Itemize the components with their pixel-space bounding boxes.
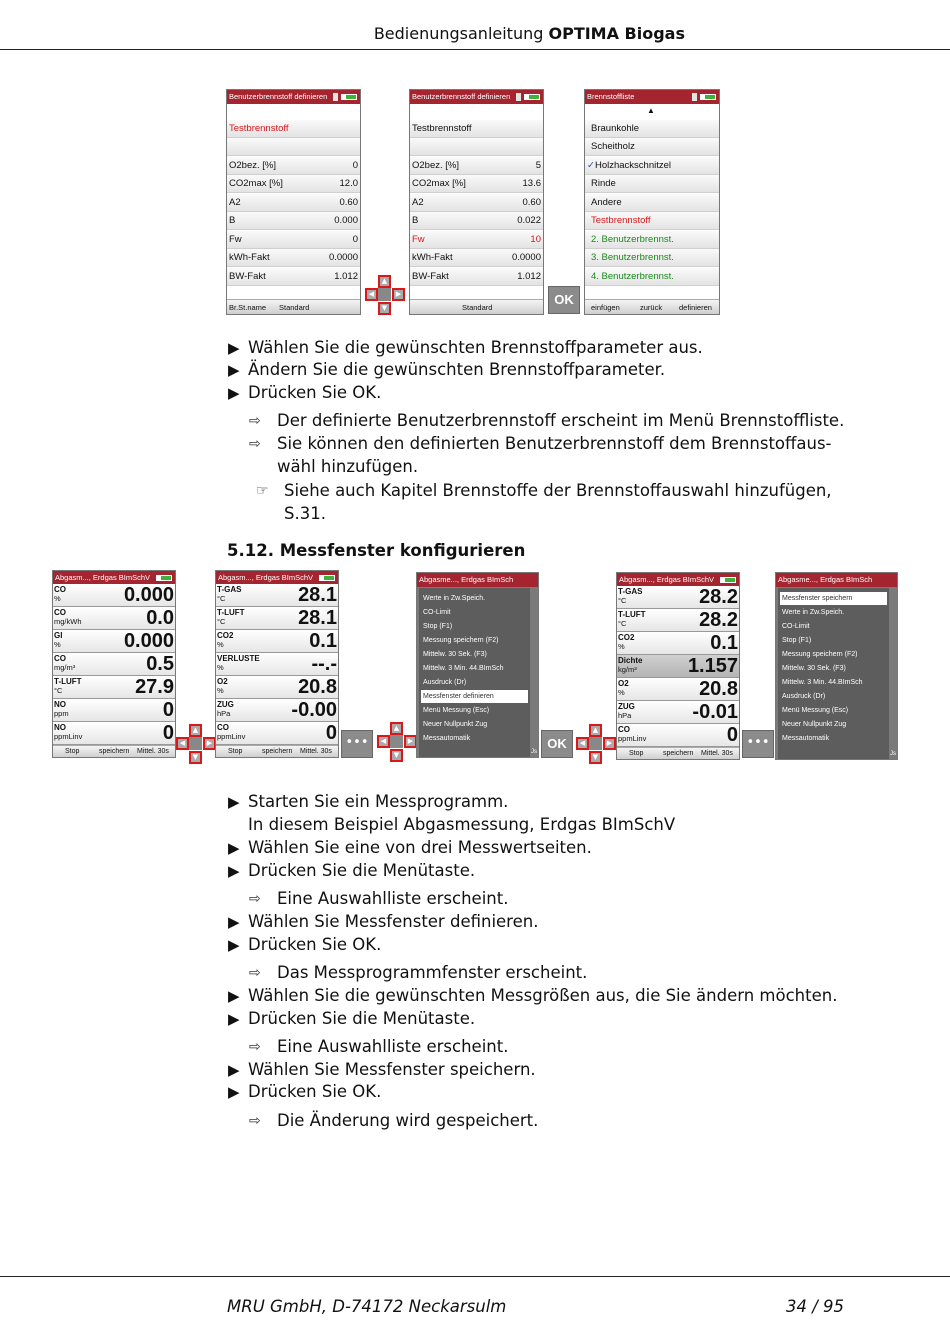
check-icon: ✓	[587, 160, 595, 171]
title-bar: Benutzerbrennstoff definieren	[410, 90, 543, 104]
dpad-keys[interactable]	[365, 275, 405, 315]
param-row[interactable]: A2 0.60	[410, 194, 543, 212]
fuel-list-screen	[584, 89, 720, 315]
action-marker-icon: ▶	[228, 1083, 240, 1101]
section-title: 5.12. Messfenster konfigurieren	[227, 541, 526, 560]
title-bar: Abgasme..., Erdgas BImSch	[417, 573, 538, 587]
reference-hand-icon: ☞	[256, 483, 269, 499]
menu-item[interactable]: Messautomatik	[782, 735, 830, 742]
title-bar: Abgasm..., Erdgas BImSchV	[53, 571, 175, 585]
title-bar: Abgasme..., Erdgas BImSch	[776, 573, 897, 587]
action-marker-icon: ▶	[228, 839, 240, 857]
up-arrow-icon[interactable]: ▲	[378, 275, 391, 288]
softkey-save[interactable]: speichern	[663, 750, 694, 757]
left-arrow-icon[interactable]: ◀	[176, 737, 189, 750]
title-bar: Abgasm..., Erdgas BImSchV	[617, 573, 739, 587]
param-row[interactable]: BW-Fakt 1.012	[410, 268, 543, 286]
result-text: Der definierte Benutzerbrennstoff erscheint im Menü Brennstoffliste.	[277, 411, 845, 430]
result-arrow-icon: ⇨	[249, 965, 261, 981]
fuel-list-item[interactable]: Braunkohle	[585, 120, 719, 138]
param-row[interactable]: Fw 0	[227, 231, 360, 249]
param-row-selected[interactable]: Fw 10	[410, 231, 543, 249]
dpad-keys[interactable]	[176, 724, 216, 764]
measurement-screen-2	[215, 570, 339, 758]
measurement-row[interactable]: O2 % 20.8	[217, 676, 337, 698]
step-text: Wählen Sie die gewünschten Messgrößen aus, die Sie ändern möchten.	[248, 986, 838, 1005]
right-arrow-icon[interactable]: ▶	[203, 737, 216, 750]
result-text: Die Änderung wird gespeichert.	[277, 1111, 539, 1130]
battery-icon	[341, 94, 357, 100]
measurement-row[interactable]: NO ppm 0	[54, 699, 174, 721]
param-row[interactable]: CO2max [%] 13.6	[410, 175, 543, 193]
action-marker-icon: ▶	[228, 793, 240, 811]
dpad-keys[interactable]	[377, 722, 417, 762]
step-text: Wählen Sie die gewünschten Brennstoffparameter aus.	[248, 338, 703, 357]
up-arrow-icon[interactable]: ▲	[189, 724, 202, 737]
left-arrow-icon[interactable]: ◀	[365, 288, 378, 301]
result-arrow-icon: ⇨	[249, 1039, 261, 1055]
param-row[interactable]: kWh-Fakt 0.0000	[410, 249, 543, 267]
softkey-standard[interactable]: Standard	[462, 303, 493, 312]
step-text: Starten Sie ein Messprogramm.	[248, 792, 509, 811]
softkey-save[interactable]: speichern	[262, 748, 293, 755]
page-number: 34 / 95	[786, 1297, 845, 1316]
softkey-back[interactable]: zurück	[640, 303, 663, 312]
title-bar: Brennstoffliste	[585, 90, 719, 104]
ok-button[interactable]: OK	[541, 730, 573, 758]
result-text: Eine Auswahlliste erscheint.	[277, 889, 509, 908]
softkey-stop[interactable]: Stop	[228, 748, 243, 755]
footer-company: MRU GmbH, D-74172 Neckarsulm	[227, 1297, 507, 1316]
step-text: Wählen Sie eine von drei Messwertseiten.	[248, 838, 592, 857]
measurement-row[interactable]: T-GAS °C 28.1	[217, 584, 337, 606]
down-arrow-icon[interactable]: ▼	[589, 751, 602, 764]
step-text: Ändern Sie die gewünschten Brennstoffparameter.	[248, 360, 666, 379]
fuel-list-item[interactable]: 2. Benutzerbrennst.	[585, 231, 719, 249]
fuel-define-screen-2	[409, 89, 544, 315]
result-text: Eine Auswahlliste erscheint.	[277, 1037, 509, 1056]
softkey-mean[interactable]: Mittel. 30s	[300, 748, 332, 755]
step-text: Drücken Sie OK.	[248, 1082, 382, 1101]
fuel-list-item[interactable]: ✓Holzhackschnitzel	[585, 157, 719, 175]
down-arrow-icon[interactable]: ▼	[378, 302, 391, 315]
softkey-bar	[585, 299, 719, 314]
fuel-list-item[interactable]: Scheitholz	[585, 138, 719, 156]
softkey-define[interactable]: definieren	[679, 303, 712, 312]
left-arrow-icon[interactable]: ◀	[576, 737, 589, 750]
right-arrow-icon[interactable]: ▶	[392, 288, 405, 301]
page-header	[374, 24, 685, 43]
up-arrow-icon[interactable]: ▲	[390, 722, 403, 735]
result-arrow-icon: ⇨	[249, 1113, 261, 1129]
menu-item[interactable]: Neuer Nullpunkt Zug	[782, 721, 847, 728]
measurement-row[interactable]: ZUG hPa -0.01	[618, 701, 738, 723]
param-row[interactable]: CO2max [%] 12.0	[227, 175, 360, 193]
result-arrow-icon: ⇨	[249, 891, 261, 907]
measurement-row[interactable]: NO ppmLinv 0	[54, 722, 174, 744]
action-marker-icon: ▶	[228, 936, 240, 954]
softkey-bar	[227, 299, 360, 314]
param-row[interactable]: B 0.000	[227, 212, 360, 230]
menu-item[interactable]: Werte in Zw.Speich.	[782, 609, 845, 616]
menu-item[interactable]: Mittelw. 30 Sek. (F3)	[423, 651, 487, 658]
softkey-bar	[410, 299, 543, 314]
menu-item-selected[interactable]: Messfenster speichern	[780, 592, 887, 605]
reference-text: S.31.	[284, 504, 326, 523]
softkey-bar	[53, 745, 175, 757]
softkey-stop[interactable]: Stop	[629, 750, 644, 757]
fuel-list-item[interactable]: 3. Benutzerbrennst.	[585, 249, 719, 267]
menu-item[interactable]: Mittelw. 3 Min. 44.BImSch	[423, 665, 504, 672]
fuel-list-item[interactable]: Rinde	[585, 175, 719, 193]
measurement-row[interactable]: O2 % 20.8	[618, 678, 738, 700]
measurement-row[interactable]: CO ppmLinv 0	[217, 722, 337, 744]
down-arrow-icon[interactable]: ▼	[189, 751, 202, 764]
measurement-row[interactable]: CO2 % 0.1	[618, 632, 738, 654]
measurement-row[interactable]: CO % 0.000	[54, 584, 174, 606]
down-arrow-icon[interactable]: ▼	[390, 749, 403, 762]
menu-key-icon[interactable]: •••	[341, 730, 373, 758]
scroll-up-icon: ▲	[647, 106, 655, 115]
menu-item[interactable]: Ausdruck (Dr)	[782, 693, 826, 700]
fuel-list-item[interactable]: 4. Benutzerbrennst.	[585, 268, 719, 286]
menu-item[interactable]: Mittelw. 30 Sek. (F3)	[782, 665, 846, 672]
left-arrow-icon[interactable]: ◀	[377, 735, 390, 748]
measurement-row[interactable]: VERLUSTE % --.-	[217, 653, 337, 675]
menu-item[interactable]: Menü Messung (Esc)	[782, 707, 849, 714]
softkey-bar	[216, 745, 338, 757]
menu-item[interactable]: CO-Limit	[782, 623, 810, 630]
measurement-row[interactable]: CO mg/kWh 0.0	[54, 607, 174, 629]
battery-icon	[319, 575, 335, 581]
selection-list	[778, 588, 889, 759]
selection-list	[419, 588, 530, 757]
measurement-row[interactable]: T-GAS °C 28.2	[618, 586, 738, 608]
result-text: wähl hinzufügen.	[277, 457, 419, 476]
measurement-row[interactable]: T-LUFT °C 27.9	[54, 676, 174, 698]
battery-icon	[720, 577, 736, 583]
softkey-name[interactable]: Br.St.name	[229, 303, 267, 312]
menu-item[interactable]: Mittelw. 3 Min. 44.BImSch	[782, 679, 863, 686]
title-bar: Benutzerbrennstoff definieren	[227, 90, 360, 104]
menu-item[interactable]: Neuer Nullpunkt Zug	[423, 721, 488, 728]
menu-key-icon[interactable]: •••	[742, 730, 774, 758]
result-arrow-icon: ⇨	[249, 413, 261, 429]
fuel-list-item[interactable]: Andere	[585, 194, 719, 212]
up-arrow-icon[interactable]: ▲	[589, 724, 602, 737]
softkey-stop[interactable]: Stop	[65, 748, 80, 755]
measurement-screen-1	[52, 570, 176, 758]
param-row[interactable]: O2bez. [%] 5	[410, 157, 543, 175]
menu-item[interactable]: Stop (F1)	[423, 623, 453, 630]
right-arrow-icon[interactable]: ▶	[603, 737, 616, 750]
step-text: Wählen Sie Messfenster definieren.	[248, 912, 539, 931]
fuel-list-item-selected[interactable]: Testbrennstoff	[585, 212, 719, 230]
param-row[interactable]: BW-Fakt 1.012	[227, 268, 360, 286]
menu-item-selected[interactable]: Messfenster definieren	[421, 690, 528, 703]
battery-icon	[700, 94, 716, 100]
softkey-insert[interactable]: einfügen	[591, 303, 620, 312]
battery-icon	[156, 575, 172, 581]
header-rule	[0, 49, 950, 50]
step-text: In diesem Beispiel Abgasmessung, Erdgas BImSchV	[248, 815, 676, 834]
action-marker-icon: ▶	[228, 1010, 240, 1028]
softkey-standard[interactable]: Standard	[279, 303, 310, 312]
param-row[interactable]: A2 0.60	[227, 194, 360, 212]
action-marker-icon: ▶	[228, 384, 240, 402]
menu-item[interactable]: Menü Messung (Esc)	[423, 707, 490, 714]
measurement-row[interactable]: CO ppmLinv 0	[618, 724, 738, 746]
menu-item[interactable]: Messung speichern (F2)	[423, 637, 499, 644]
fuel-name-field[interactable]: Testbrennstoff	[410, 120, 543, 138]
action-marker-icon: ▶	[228, 361, 240, 379]
step-text: Drücken Sie die Menütaste.	[248, 861, 476, 880]
measurement-row-selected[interactable]: Dichte kg/m³ 1.157	[618, 655, 738, 677]
measurement-row[interactable]: T-LUFT °C 28.1	[217, 607, 337, 629]
title-bar: Abgasm..., Erdgas BImSchV	[216, 571, 338, 585]
param-row[interactable]: kWh-Fakt 0.0000	[227, 249, 360, 267]
step-text: Drücken Sie die Menütaste.	[248, 1009, 476, 1028]
action-marker-icon: ▶	[228, 1061, 240, 1079]
softkey-mean[interactable]: Mittel. 30s	[137, 748, 169, 755]
result-arrow-icon: ⇨	[249, 436, 261, 452]
menu-item[interactable]: Ausdruck (Dr)	[423, 679, 467, 686]
step-text: Drücken Sie OK.	[248, 935, 382, 954]
menu-item[interactable]: Stop (F1)	[782, 637, 812, 644]
fuel-name-field[interactable]: Testbrennstoff	[227, 120, 360, 138]
action-marker-icon: ▶	[228, 862, 240, 880]
menu-item[interactable]: Werte in Zw.Speich.	[423, 595, 486, 602]
softkey-save[interactable]: speichern	[99, 748, 130, 755]
menu-item[interactable]: Messautomatik	[423, 735, 471, 742]
action-marker-icon: ▶	[228, 913, 240, 931]
menu-item[interactable]: CO-Limit	[423, 609, 451, 616]
dpad-keys[interactable]	[576, 724, 616, 764]
battery-icon	[524, 94, 540, 100]
softkey-bar	[617, 747, 739, 759]
measurement-row[interactable]: T-LUFT °C 28.2	[618, 609, 738, 631]
menu-item[interactable]: Messung speichern (F2)	[782, 651, 858, 658]
reference-text: Siehe auch Kapitel Brennstoffe der Brennstoffauswahl hinzufügen,	[284, 481, 832, 500]
measurement-row[interactable]: CO2 % 0.1	[217, 630, 337, 652]
footer-rule	[0, 1276, 950, 1277]
measurement-screen-3	[616, 572, 740, 760]
header-product: OPTIMA Biogas	[548, 24, 685, 43]
ok-button[interactable]: OK	[548, 286, 580, 314]
measurement-row[interactable]: ZUG hPa -0.00	[217, 699, 337, 721]
measurement-row[interactable]: GI % 0.000	[54, 630, 174, 652]
fuel-define-screen-1	[226, 89, 361, 315]
step-text: Drücken Sie OK.	[248, 383, 382, 402]
action-marker-icon: ▶	[228, 339, 240, 357]
param-row[interactable]: B 0.022	[410, 212, 543, 230]
menu-screen-1: Abgasme..., Erdgas BImSch Werte in Zw.Speich. CO-Limit Stop (F1) Messung speichern (F2) Mittelw. 30 Sek. (F3) Mittelw. 3 Min. 44.BImSch Ausdruck (Dr) Messfenster definieren Menü Messung (Esc) Neuer Nullpunkt Zug Messautomatik Js	[416, 572, 539, 758]
measurement-row[interactable]: CO mg/m³ 0.5	[54, 653, 174, 675]
header-prefix: Bedienungsanleitung	[373, 24, 544, 43]
softkey-mean[interactable]: Mittel. 30s	[701, 750, 733, 757]
action-marker-icon: ▶	[228, 987, 240, 1005]
right-arrow-icon[interactable]: ▶	[404, 735, 417, 748]
result-text: Sie können den definierten Benutzerbrennstoff dem Brennstoffaus-	[277, 434, 832, 453]
param-row[interactable]: O2bez. [%] 0	[227, 157, 360, 175]
result-text: Das Messprogrammfenster erscheint.	[277, 963, 588, 982]
step-text: Wählen Sie Messfenster speichern.	[248, 1060, 536, 1079]
menu-screen-2: Abgasme..., Erdgas BImSch Messfenster speichern Werte in Zw.Speich. CO-Limit Stop (F1) Messung speichern (F2) Mittelw. 30 Sek. (F3) Mittelw. 3 Min. 44.BImSch Ausdruck (Dr) Menü Messung (Esc) Neuer Nullpunkt Zug Messautomatik Js	[775, 572, 898, 760]
